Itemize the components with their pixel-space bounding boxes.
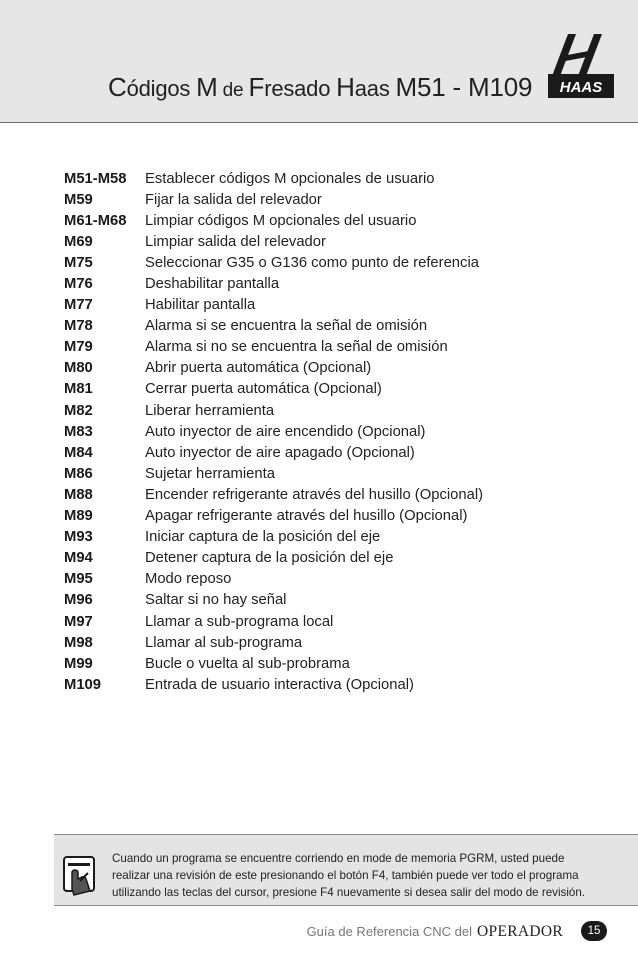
- m-code-description: Habilitar pantalla: [145, 297, 256, 314]
- m-code-row: [64, 674, 624, 695]
- m-code-description: Seleccionar G35 o G136 como punto de referencia: [145, 254, 479, 271]
- m-code-row: [64, 189, 624, 210]
- m-code-row: [64, 484, 624, 505]
- m-code-description: Apagar refrigerante através del husillo (Opcional): [145, 508, 468, 525]
- m-code-row: [64, 252, 624, 273]
- m-code-row: [64, 463, 624, 484]
- m-code-row: [64, 611, 624, 632]
- title-part: M51 - M109: [395, 72, 533, 102]
- m-code-description: Cerrar puerta automática (Opcional): [145, 381, 382, 398]
- m-code: M51-M58: [64, 170, 127, 187]
- m-code-row: [64, 379, 624, 400]
- m-code: M96: [64, 592, 93, 609]
- haas-logo: [546, 30, 616, 100]
- m-code-row: [64, 231, 624, 252]
- m-code: M76: [64, 276, 93, 293]
- m-code-description: Saltar si no hay señal: [145, 592, 287, 609]
- m-code-description: Establecer códigos M opcionales de usuario: [145, 170, 435, 187]
- m-code-description: Sujetar herramienta: [145, 465, 275, 482]
- title-part: ódigos: [126, 76, 197, 101]
- m-code-description: Iniciar captura de la posición del eje: [145, 529, 381, 546]
- m-code-row: [64, 400, 624, 421]
- m-code: M69: [64, 233, 93, 250]
- m-code-row: [64, 527, 624, 548]
- m-code-row: [64, 632, 624, 653]
- m-code: M98: [64, 634, 93, 651]
- note-line: realizar una revisión de este presionando el botón F4, también puede ver todo el programa: [112, 869, 579, 882]
- m-code-row: [64, 210, 624, 231]
- page-title: [108, 72, 532, 103]
- m-code: M81: [64, 381, 93, 398]
- m-code-row: [64, 590, 624, 611]
- m-code: M83: [64, 423, 93, 440]
- m-code-description: Detener captura de la posición del eje: [145, 550, 394, 567]
- m-code-row: [64, 316, 624, 337]
- page-number-badge: 15: [581, 921, 607, 941]
- note-line: utilizando las teclas del cursor, presione F4 nuevamente si desea salir del modo de revisión.: [112, 886, 586, 899]
- title-part: resado: [264, 76, 337, 101]
- m-code: M59: [64, 191, 93, 208]
- m-code-row: [64, 442, 624, 463]
- m-code: M95: [64, 571, 93, 588]
- title-part: F: [248, 72, 265, 102]
- m-code-description: Auto inyector de aire apagado (Opcional): [145, 444, 415, 461]
- m-code-description: Fijar la salida del relevador: [145, 191, 322, 208]
- note-box: [54, 834, 638, 906]
- m-code: M75: [64, 254, 93, 271]
- m-code-row: [64, 295, 624, 316]
- note-text: [112, 850, 632, 901]
- m-code-description: Deshabilitar pantalla: [145, 276, 280, 293]
- m-code-row: [64, 168, 624, 189]
- m-code: M94: [64, 550, 93, 567]
- m-code: M84: [64, 444, 93, 461]
- footer-guide-text: Guía de Referencia CNC del: [306, 924, 473, 939]
- m-code-description: Llamar a sub-programa local: [145, 613, 334, 630]
- m-code-description: Limpiar salida del relevador: [145, 233, 326, 250]
- note-line: Cuando un programa se encuentre corriendo en mode de memoria PGRM, usted puede: [112, 852, 565, 865]
- m-code-row: [64, 548, 624, 569]
- m-code: M79: [64, 339, 93, 356]
- m-code-description: Bucle o vuelta al sub-probrama: [145, 655, 350, 672]
- m-code-description: Llamar al sub-programa: [145, 634, 303, 651]
- page-header: [0, 0, 638, 123]
- m-code: M82: [64, 402, 93, 419]
- footer: [307, 923, 563, 941]
- title-part: de: [217, 80, 249, 101]
- title-part: H: [336, 72, 355, 102]
- m-code: M97: [64, 613, 93, 630]
- m-code: M109: [64, 676, 102, 693]
- m-code-description: Entrada de usuario interactiva (Opcional): [145, 676, 414, 693]
- m-code: M93: [64, 529, 93, 546]
- title-part: C: [108, 72, 127, 102]
- title-part: aas: [354, 76, 396, 101]
- m-code-list: [64, 168, 624, 695]
- footer-operator-text: OPERADOR: [477, 923, 563, 940]
- m-code-description: Liberar herramienta: [145, 402, 275, 419]
- m-code: M80: [64, 360, 93, 377]
- m-code-row: [64, 421, 624, 442]
- m-code-description: Abrir puerta automática (Opcional): [145, 360, 372, 377]
- title-part: M: [196, 72, 218, 102]
- m-code: M99: [64, 655, 93, 672]
- m-code-description: Limpiar códigos M opcionales del usuario: [145, 212, 417, 229]
- m-code: M77: [64, 297, 93, 314]
- m-code-row: [64, 506, 624, 527]
- m-code-description: Encender refrigerante através del husillo (Opcional): [145, 486, 484, 503]
- m-code-description: Alarma si se encuentra la señal de omisión: [145, 318, 428, 335]
- m-code-row: [64, 358, 624, 379]
- note-hand-icon: [58, 851, 102, 897]
- logo-text: HAAS: [559, 79, 603, 96]
- m-code: M89: [64, 508, 93, 525]
- m-code-row: [64, 273, 624, 294]
- m-code-description: Modo reposo: [145, 571, 232, 588]
- m-code: M88: [64, 486, 93, 503]
- m-code-row: [64, 653, 624, 674]
- m-code: M78: [64, 318, 93, 335]
- m-code: M86: [64, 465, 93, 482]
- m-code: M61-M68: [64, 212, 127, 229]
- m-code-row: [64, 337, 624, 358]
- m-code-row: [64, 569, 624, 590]
- m-code-description: Auto inyector de aire encendido (Opcional): [145, 423, 426, 440]
- m-code-description: Alarma si no se encuentra la señal de omisión: [145, 339, 448, 356]
